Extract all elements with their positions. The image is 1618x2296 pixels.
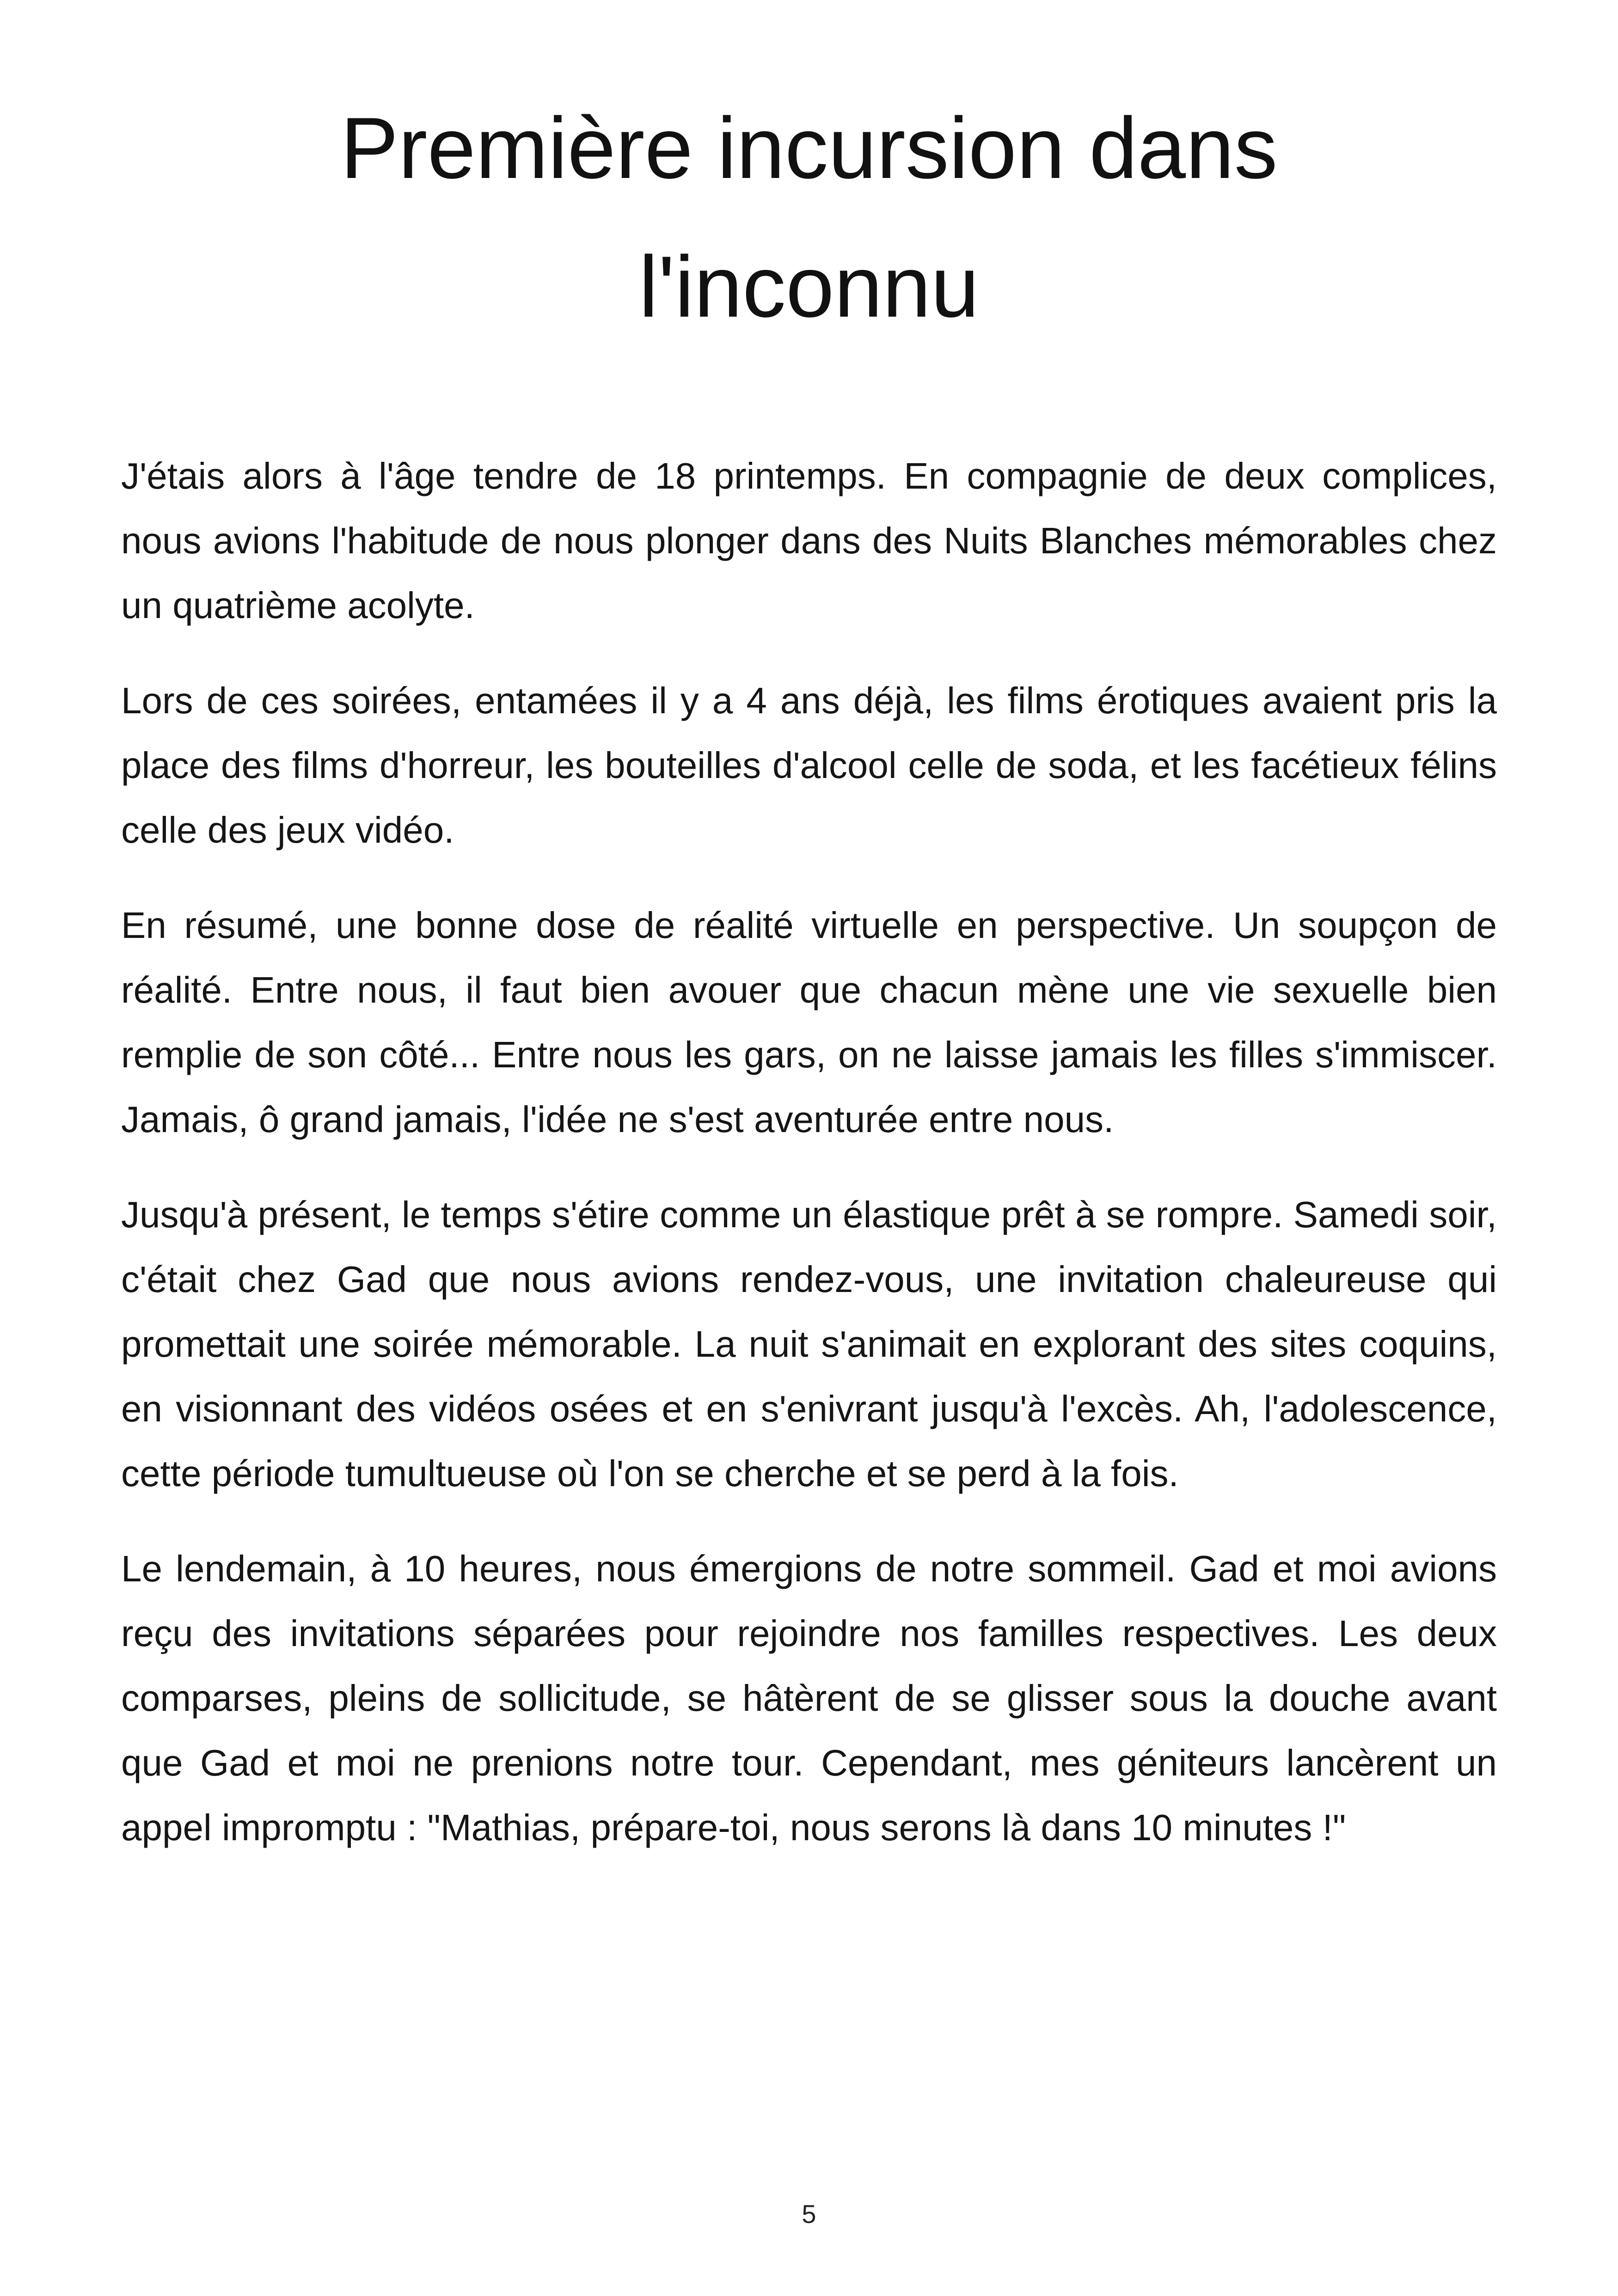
paragraph-4: Jusqu'à présent, le temps s'étire comme un élastique prêt à se rompre. Samedi soir, c'était chez Gad que nous avions rendez-vous, une invitation chaleureuse qui promettait une soirée mémorable. La nuit s'animait en explorant des sites coquins, en visionnant des vidéos osées et en s'enivrant jusqu'à l'excès. Ah, l'adolescence, cette période tumultueuse où l'on se cherche et se perd à la fois. (121, 1194, 1497, 1494)
chapter-title-line-2: l'inconnu (638, 238, 980, 335)
paragraph-2: Lors de ces soirées, entamées il y a 4 ans déjà, les films érotiques avaient pris la place des films d'horreur, les bouteilles d'alcool celle de soda, et les facétieux félins celle des jeux vidéo. (121, 680, 1497, 851)
page-number: 5 (802, 2199, 816, 2229)
chapter-title-line-1: Première incursion dans (340, 99, 1278, 196)
paragraph-1: J'étais alors à l'âge tendre de 18 printemps. En compagnie de deux complices, nous avions l'habitude de nous plonger dans des Nuits Blanches mémorables chez un quatrième acolyte. (121, 455, 1497, 626)
paragraph-5: Le lendemain, à 10 heures, nous émergions de notre sommeil. Gad et moi avions reçu des invitations séparées pour rejoindre nos familles respectives. Les deux comparses, pleins de sollicitude, se hâtèrent de se glisser sous la douche avant que Gad et moi ne prenions notre tour. Cependant, mes géniteurs lancèrent un appel impromptu : "Mathias, prépare-toi, nous serons là dans 10 minutes !" (121, 1548, 1497, 1848)
chapter-body (121, 444, 1497, 1891)
paragraph-3: En résumé, une bonne dose de réalité virtuelle en perspective. Un soupçon de réalité. Entre nous, il faut bien avouer que chacun mène une vie sexuelle bien remplie de son côté... Entre nous les gars, on ne laisse jamais les filles s'immiscer. Jamais, ô grand jamais, l'idée ne s'est aventurée entre nous. (121, 905, 1497, 1140)
chapter-title (185, 79, 1433, 356)
